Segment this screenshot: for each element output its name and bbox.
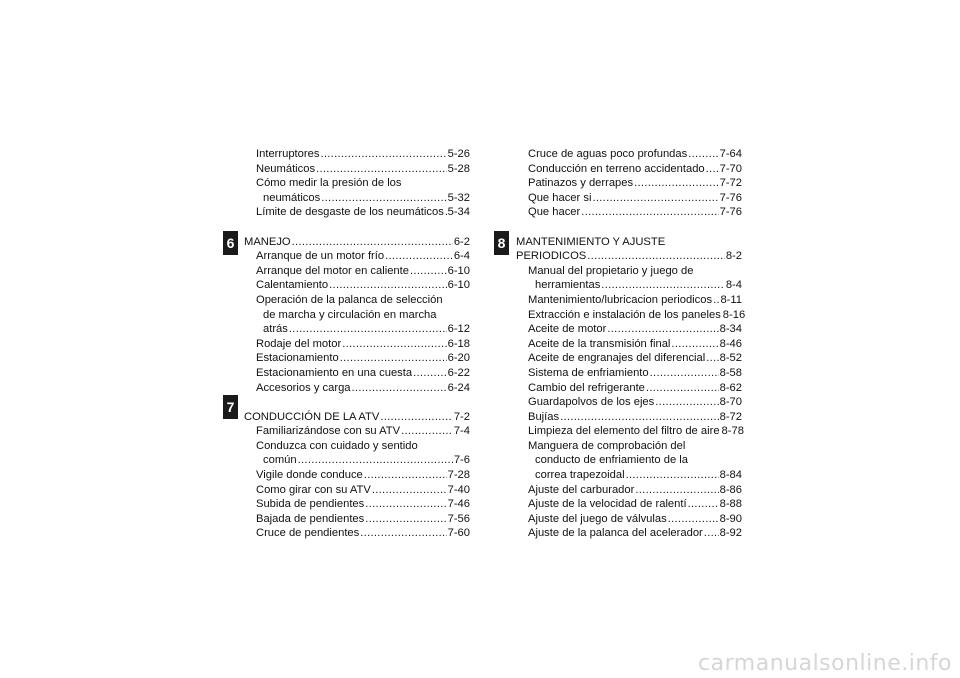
toc-entry-title: Rodaje del motor <box>256 337 342 350</box>
toc-dot-leader <box>365 497 446 512</box>
toc-entry[interactable] <box>244 512 470 527</box>
toc-entry-title: Aceite de engranajes del diferencial <box>528 352 706 365</box>
toc-page-number: 7-76 <box>719 191 742 204</box>
toc-entry-title: Accesorios y carga <box>256 381 351 394</box>
toc-dot-leader <box>671 337 718 352</box>
toc-dot-leader <box>635 483 718 498</box>
toc-dot-leader <box>352 381 447 396</box>
toc-entry[interactable] <box>516 308 746 323</box>
toc-page-number: 8-16 <box>722 308 746 321</box>
toc-right-column <box>516 147 746 541</box>
toc-page-number: 6-20 <box>447 352 470 365</box>
toc-entry-title: Conducción en terreno accidentado <box>528 162 705 175</box>
toc-page-number: 7-2 <box>453 410 470 423</box>
toc-entry[interactable] <box>244 191 470 206</box>
chapter-tab-8: 8 <box>494 231 509 255</box>
toc-page-number: 7-40 <box>447 483 470 496</box>
toc-entry[interactable] <box>516 351 742 366</box>
toc-entry-title: Neumáticos <box>256 162 316 175</box>
toc-entry[interactable] <box>516 395 742 410</box>
toc-page-number: 8-11 <box>720 293 742 306</box>
toc-page-number: 5-28 <box>447 162 470 175</box>
toc-entry-title: PERIODICOS <box>516 250 587 263</box>
toc-chapter-entry[interactable] <box>516 235 742 250</box>
toc-entry-title: Cómo medir la presión de los <box>256 177 402 190</box>
toc-page-number: 7-56 <box>447 512 470 525</box>
toc-chapter-entry[interactable] <box>244 235 470 250</box>
toc-page-number: 7-76 <box>719 206 742 219</box>
toc-entry[interactable] <box>516 293 742 308</box>
toc-entry[interactable] <box>244 147 470 162</box>
toc-entry-title: Patinazos y derrapes <box>528 177 634 190</box>
toc-dot-leader <box>329 278 446 293</box>
toc-entry-title: CONDUCCIÓN DE LA ATV <box>244 410 380 423</box>
toc-dot-leader <box>380 410 453 425</box>
toc-entry[interactable] <box>516 424 742 439</box>
toc-page-number: 7-64 <box>719 148 742 160</box>
toc-page-number: 7-60 <box>447 527 470 540</box>
toc-page-number: 8-52 <box>719 352 742 365</box>
toc-dot-leader <box>713 293 719 308</box>
toc-dot-leader <box>292 235 453 250</box>
toc-entry[interactable] <box>244 264 470 279</box>
toc-entry-title: Bujías <box>528 410 560 423</box>
toc-entry[interactable] <box>244 249 470 264</box>
toc-page-number: 7-28 <box>447 469 470 482</box>
toc-page-number: 8-4 <box>725 279 742 292</box>
toc-dot-leader <box>410 264 447 279</box>
toc-entry-title: Cambio del refrigerante <box>528 381 645 394</box>
toc-page-number: 8-90 <box>719 512 742 525</box>
toc-entry[interactable] <box>244 453 470 468</box>
toc-entry-title: Calentamiento <box>256 279 329 292</box>
toc-entry-title: herramientas <box>535 279 601 292</box>
toc-entry-title: de marcha y circulación en marcha <box>263 308 437 321</box>
toc-entry-title: MANTENIMIENTO Y AJUSTE <box>516 235 666 248</box>
toc-page-number: 6-24 <box>447 381 470 394</box>
toc-page-number: 8-92 <box>719 527 742 540</box>
toc-entry-title: Arranque de un motor frío <box>256 250 385 263</box>
toc-entry-title: Vigile donde conduce <box>256 469 363 482</box>
toc-entry[interactable] <box>244 278 470 293</box>
toc-dot-leader <box>360 526 446 541</box>
toc-entry-title: Aceite de la transmisión final <box>528 337 671 350</box>
toc-entry-title: conducto de enfriamiento de la <box>535 454 688 467</box>
toc-page-number: 6-10 <box>447 279 470 292</box>
toc-left-column <box>244 147 470 541</box>
toc-entry[interactable] <box>244 205 470 220</box>
toc-spacer <box>244 220 470 235</box>
toc-dot-leader <box>342 337 446 352</box>
toc-entry-title: Interruptores <box>256 148 320 160</box>
toc-dot-leader <box>655 395 718 410</box>
toc-dot-leader <box>587 249 725 264</box>
toc-dot-leader <box>401 424 453 439</box>
toc-entry-title: atrás <box>263 323 288 336</box>
toc-entry[interactable] <box>516 147 742 162</box>
toc-entry-title: Estacionamiento en una cuesta <box>256 366 413 379</box>
toc-entry[interactable] <box>244 176 470 191</box>
toc-page-number: 7-72 <box>719 177 742 190</box>
toc-dot-leader <box>601 278 725 293</box>
toc-dot-leader <box>704 526 719 541</box>
toc-entry-title: Ajuste del juego de válvulas <box>528 512 667 525</box>
toc-entry[interactable] <box>516 497 742 512</box>
toc-entry-title: Subida de pendientes <box>256 498 365 511</box>
toc-entry-title: Bajada de pendientes <box>256 512 365 525</box>
toc-dot-leader <box>646 381 719 396</box>
toc-entry-title: Manual del propietario y juego de <box>528 264 694 277</box>
toc-page-number: 7-4 <box>453 425 470 438</box>
toc-entry-title: Cruce de pendientes <box>256 527 360 540</box>
toc-entry[interactable] <box>244 322 470 337</box>
toc-entry[interactable] <box>244 424 470 439</box>
toc-entry-title: Extracción e instalación de los paneles <box>528 308 721 321</box>
chapter-tab-7: 7 <box>223 395 238 419</box>
toc-page-number: 8-62 <box>719 381 742 394</box>
toc-entry-title: Sistema de enfriamiento <box>528 366 649 379</box>
toc-dot-leader <box>321 191 446 206</box>
toc-entry-title: Ajuste del carburador <box>528 483 635 496</box>
toc-entry[interactable] <box>516 205 742 220</box>
toc-entry-title: Familiarizándose con su ATV <box>256 425 401 438</box>
toc-entry[interactable] <box>244 366 470 381</box>
toc-entry-title: Como girar con su ATV <box>256 483 371 496</box>
toc-page-number: 6-2 <box>453 235 470 248</box>
toc-dot-leader <box>365 512 446 527</box>
toc-entry-title: neumáticos <box>263 191 321 204</box>
toc-page-number: 6-10 <box>447 264 470 277</box>
toc-entry[interactable] <box>516 512 742 527</box>
toc-spacer <box>244 395 470 410</box>
toc-entry[interactable] <box>516 278 742 293</box>
toc-dot-leader <box>445 205 447 220</box>
toc-entry[interactable] <box>516 264 742 279</box>
toc-entry[interactable] <box>516 337 742 352</box>
toc-entry[interactable] <box>244 497 470 512</box>
toc-page-number: 6-18 <box>447 337 470 350</box>
toc-dot-leader <box>688 147 718 162</box>
toc-page-number: 8-34 <box>719 323 742 336</box>
toc-entry[interactable] <box>244 381 470 396</box>
toc-entry[interactable] <box>244 293 470 308</box>
toc-dot-leader <box>607 322 718 337</box>
toc-page-number: 7-70 <box>719 162 742 175</box>
toc-dot-leader <box>289 322 447 337</box>
toc-page-number: 8-72 <box>719 410 742 423</box>
toc-entry-title: Cruce de aguas poco profundas <box>528 148 688 160</box>
toc-entry[interactable] <box>516 410 742 425</box>
toc-page-number: 8-46 <box>719 337 742 350</box>
toc-page-number: 8-86 <box>719 483 742 496</box>
toc-entry-title: Que hacer si <box>528 191 592 204</box>
toc-entry[interactable] <box>244 439 470 454</box>
toc-entry[interactable] <box>244 483 470 498</box>
toc-dot-leader <box>650 366 719 381</box>
toc-page-number: 7-6 <box>453 454 470 467</box>
toc-spacer <box>516 220 742 235</box>
toc-entry-title: Manguera de comprobación del <box>528 439 686 452</box>
toc-dot-leader <box>634 176 718 191</box>
toc-dot-leader <box>385 249 453 264</box>
toc-page-number: 7-46 <box>447 498 470 511</box>
toc-entry-title: Ajuste de la velocidad de ralentí <box>528 498 687 511</box>
toc-entry[interactable] <box>516 176 742 191</box>
toc-dot-leader <box>581 205 718 220</box>
toc-entry-title: MANEJO <box>244 235 291 248</box>
toc-page-number: 5-26 <box>447 148 470 160</box>
toc-chapter-entry[interactable] <box>516 249 742 264</box>
toc-dot-leader <box>298 453 453 468</box>
toc-page-number: 6-4 <box>453 250 470 263</box>
toc-entry-title: común <box>263 454 297 467</box>
toc-dot-leader <box>688 497 719 512</box>
toc-page-number: 6-22 <box>447 366 470 379</box>
toc-dot-leader <box>592 191 718 206</box>
toc-page-number: 8-70 <box>719 396 742 409</box>
toc-entry[interactable] <box>516 468 742 483</box>
toc-entry[interactable] <box>244 468 470 483</box>
toc-entry[interactable] <box>516 483 742 498</box>
toc-dot-leader <box>706 351 718 366</box>
toc-entry[interactable] <box>516 453 742 468</box>
toc-dot-leader <box>706 162 719 177</box>
toc-entry-title: correa trapezoidal <box>535 469 625 482</box>
toc-entry-title: Ajuste de la palanca del acelerador <box>528 527 703 540</box>
toc-entry-title: Aceite de motor <box>528 323 607 336</box>
toc-chapter-entry[interactable] <box>244 410 470 425</box>
toc-dot-leader <box>372 483 447 498</box>
toc-page-number: 5-34 <box>447 206 470 219</box>
toc-dot-leader <box>316 162 447 177</box>
toc-entry-title: Limpieza del elemento del filtro de aire <box>528 425 720 438</box>
toc-dot-leader <box>413 366 446 381</box>
toc-page-number: 8-84 <box>719 469 742 482</box>
toc-page-number: 8-58 <box>719 366 742 379</box>
toc-dot-leader <box>364 468 447 483</box>
toc-entry[interactable] <box>244 308 470 323</box>
toc-entry[interactable] <box>516 191 742 206</box>
toc-entry-title: Mantenimiento/lubricacion periodicos <box>528 293 713 306</box>
toc-entry-title: Arranque del motor en caliente <box>256 264 409 277</box>
toc-page-number: 8-88 <box>719 498 742 511</box>
toc-entry[interactable] <box>244 337 470 352</box>
toc-entry-title: Guardapolvos de los ejes <box>528 396 655 409</box>
toc-entry-title: Conduzca con cuidado y sentido <box>256 439 418 452</box>
toc-entry-title: Operación de la palanca de selección <box>256 293 443 306</box>
toc-entry[interactable] <box>244 526 470 541</box>
toc-entry[interactable] <box>516 162 742 177</box>
toc-dot-leader <box>320 147 446 162</box>
toc-dot-leader <box>668 512 719 527</box>
toc-entry[interactable] <box>244 162 470 177</box>
toc-entry-title: Límite de desgaste de los neumáticos <box>256 206 444 219</box>
toc-entry[interactable] <box>244 351 470 366</box>
toc-page-number: 8-2 <box>725 250 742 263</box>
toc-page-number: 6-12 <box>447 323 470 336</box>
chapter-tab-6: 6 <box>223 231 238 255</box>
toc-dot-leader <box>340 351 447 366</box>
toc-entry[interactable] <box>516 381 742 396</box>
toc-page-number: 8-78 <box>721 425 744 438</box>
toc-dot-leader <box>626 468 719 483</box>
toc-entry[interactable] <box>516 439 742 454</box>
toc-entry[interactable] <box>516 322 742 337</box>
toc-entry-title: Que hacer <box>528 206 581 219</box>
toc-page-number: 5-32 <box>447 191 470 204</box>
toc-entry-title: Estacionamiento <box>256 352 339 365</box>
toc-dot-leader <box>560 410 719 425</box>
watermark-text: carmanualsonline.info <box>698 651 952 676</box>
toc-entry[interactable] <box>516 366 742 381</box>
toc-entry[interactable] <box>516 526 742 541</box>
